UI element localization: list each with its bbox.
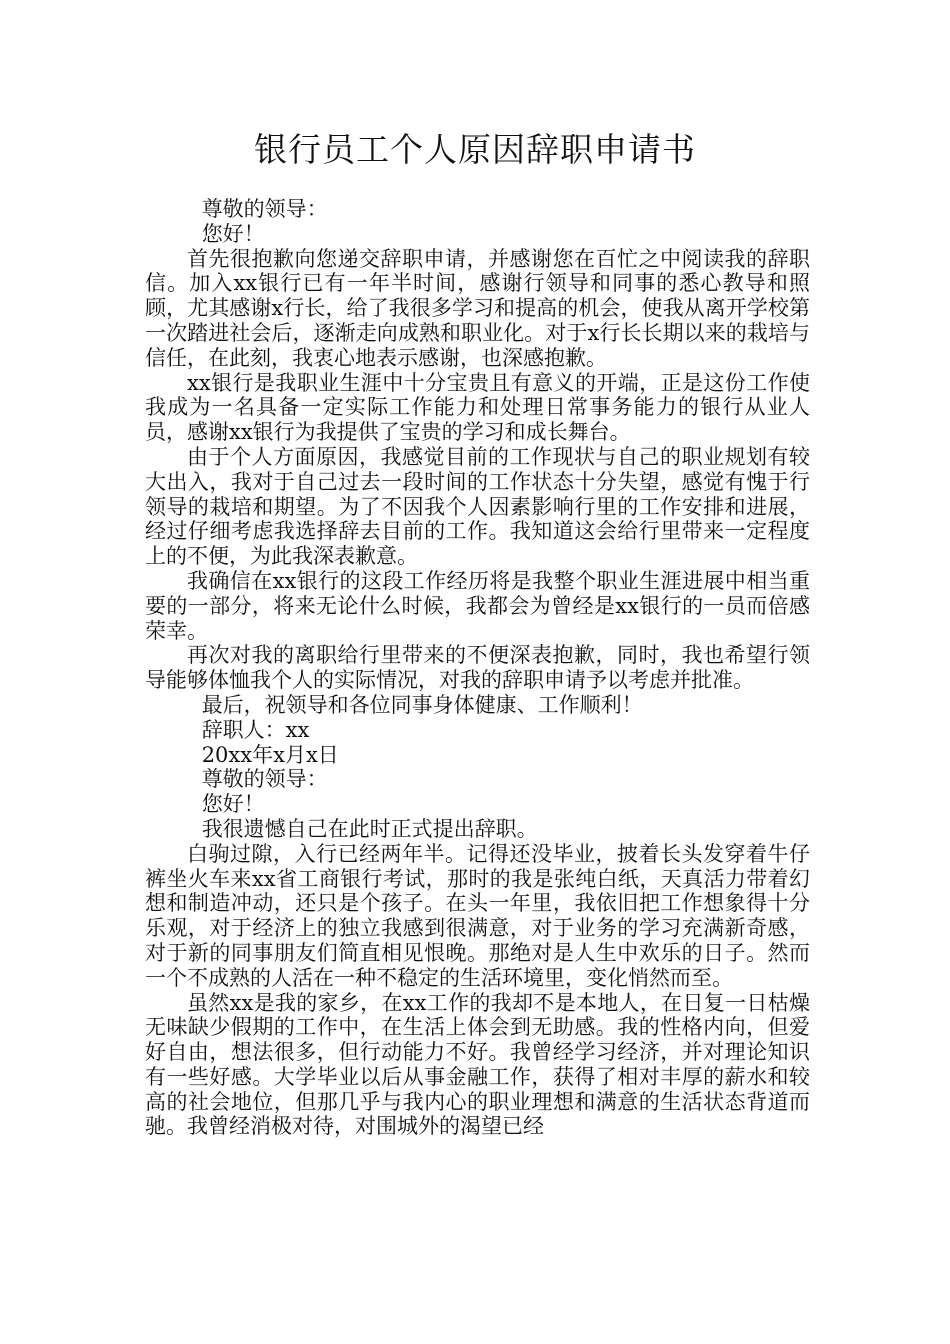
closing-wish: 最后，祝领导和各位同事身体健康、工作顺利！ xyxy=(201,692,643,717)
salutation: 尊敬的领导： xyxy=(201,197,328,221)
salutation: 尊敬的领导： xyxy=(201,767,328,792)
body-paragraph: 白驹过隙，入行已经两年半。记得还没毕业，披着长头发穿着牛仔裤坐火车来xx省工商银行考试，那时的我是张纯白纸，天真活力带着幻想和制造冲动，还只是个孩子。在头一年里，我依旧把工作想象得十分乐观，对于经济上的独立我感到很满意，对于业务的学习充满新奇感，对于新的同事朋友们简直相见恨晚。那绝对是人生中欢乐的日子。然而一个不成熟的人活在一种不稳定的生活环境里，变化悄然而至。 xyxy=(145,841,810,990)
body-paragraph: 我确信在xx银行的这段工作经历将是我整个职业生涯进展中相当重要的一部分，将来无论什么时候，我都会为曾经是xx银行的一员而倍感荣幸。 xyxy=(145,568,810,643)
body-paragraph: 我很遗憾自己在此时正式提出辞职。 xyxy=(201,816,538,841)
document-body xyxy=(145,197,810,1139)
body-paragraph: 首先很抱歉向您递交辞职申请，并感谢您在百忙之中阅读我的辞职信。加入xx银行已有一年半时间，感谢行领导和同事的悉心教导和照顾，尤其感谢x行长，给了我很多学习和提高的机会，使我从离开学校第一次踏进社会后，逐渐走向成熟和职业化。对于x行长长期以来的栽培与信任，在此刻，我衷心地表示感谢，也深感抱歉。 xyxy=(145,246,810,370)
body-paragraph: 再次对我的离职给行里带来的不便深表抱歉，同时，我也希望行领导能够体恤我个人的实际情况，对我的辞职申请予以考虑并批准。 xyxy=(145,643,810,693)
date: 20xx年x月x日 xyxy=(201,742,339,767)
body-paragraph: 虽然xx是我的家乡，在xx工作的我却不是本地人，在日复一日枯燥无味缺少假期的工作中，在生活上体会到无助感。我的性格内向，但爱好自由，想法很多，但行动能力不好。我曾经学习经济，并对理论知识有一些好感。大学毕业以后从事金融工作，获得了相对丰厚的薪水和较高的社会地位，但那几乎与我内心的职业理想和满意的生活状态背道而驰。我曾经消极对待，对围城外的渴望已经 xyxy=(145,990,810,1139)
body-paragraph: xx银行是我职业生涯中十分宝贵且有意义的开端，正是这份工作使我成为一名具备一定实际工作能力和处理日常事务能力的银行从业人员，感谢xx银行为我提供了宝贵的学习和成长舞台。 xyxy=(145,370,810,445)
signature: 辞职人：xx xyxy=(201,717,310,742)
document-title: 银行员工个人原因辞职申请书 xyxy=(254,130,696,169)
greeting: 您好！ xyxy=(201,221,265,246)
greeting: 您好！ xyxy=(201,792,265,817)
body-paragraph: 由于个人方面原因，我感觉目前的工作现状与自己的职业规划有较大出入，我对于自己过去一段时间的工作状态十分失望，感觉有愧于行领导的栽培和期望。为了不因我个人因素影响行里的工作安排和进展，经过仔细考虑我选择辞去目前的工作。我知道这会给行里带来一定程度上的不便，为此我深表歉意。 xyxy=(145,444,810,569)
